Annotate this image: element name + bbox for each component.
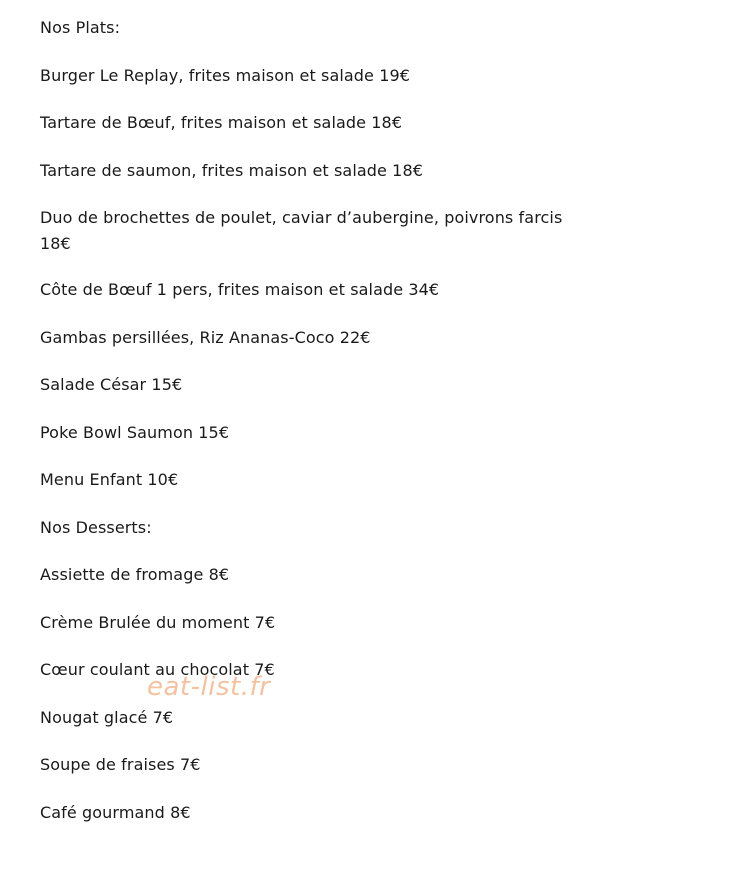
menu-item: Duo de brochettes de poulet, caviar d’aubergine, poivrons farcis 18€ — [40, 208, 563, 253]
watermark-logo: eat-list.fr — [147, 672, 271, 702]
menu-item: Café gourmand 8€ — [40, 802, 191, 822]
menu-item: Gambas persillées, Riz Ananas-Coco 22€ — [40, 327, 371, 347]
menu-item: Côte de Bœuf 1 pers, frites maison et salade 34€ — [40, 280, 440, 299]
menu-item: Assiette de fromage 8€ — [40, 565, 230, 584]
section-heading-desserts: Nos Desserts: — [40, 517, 152, 537]
menu-item: Salade César 15€ — [40, 375, 183, 394]
menu-list — [40, 15, 580, 847]
menu-item: Tartare de saumon, frites maison et salade 18€ — [40, 160, 423, 180]
menu-item: Tartare de Bœuf, frites maison et salade 18€ — [40, 113, 403, 132]
menu-item: Burger Le Replay, frites maison et salade 19€ — [40, 65, 411, 85]
menu-item: Nougat glacé 7€ — [40, 707, 174, 727]
menu-item: Cœur coulant au chocolat 7€ — [40, 660, 275, 679]
menu-item: Poke Bowl Saumon 15€ — [40, 422, 230, 442]
menu-item: Soupe de fraises 7€ — [40, 755, 201, 774]
menu-item: Menu Enfant 10€ — [40, 470, 179, 489]
section-heading-plats: Nos Plats: — [40, 18, 121, 37]
menu-item: Crème Brulée du moment 7€ — [40, 612, 276, 632]
